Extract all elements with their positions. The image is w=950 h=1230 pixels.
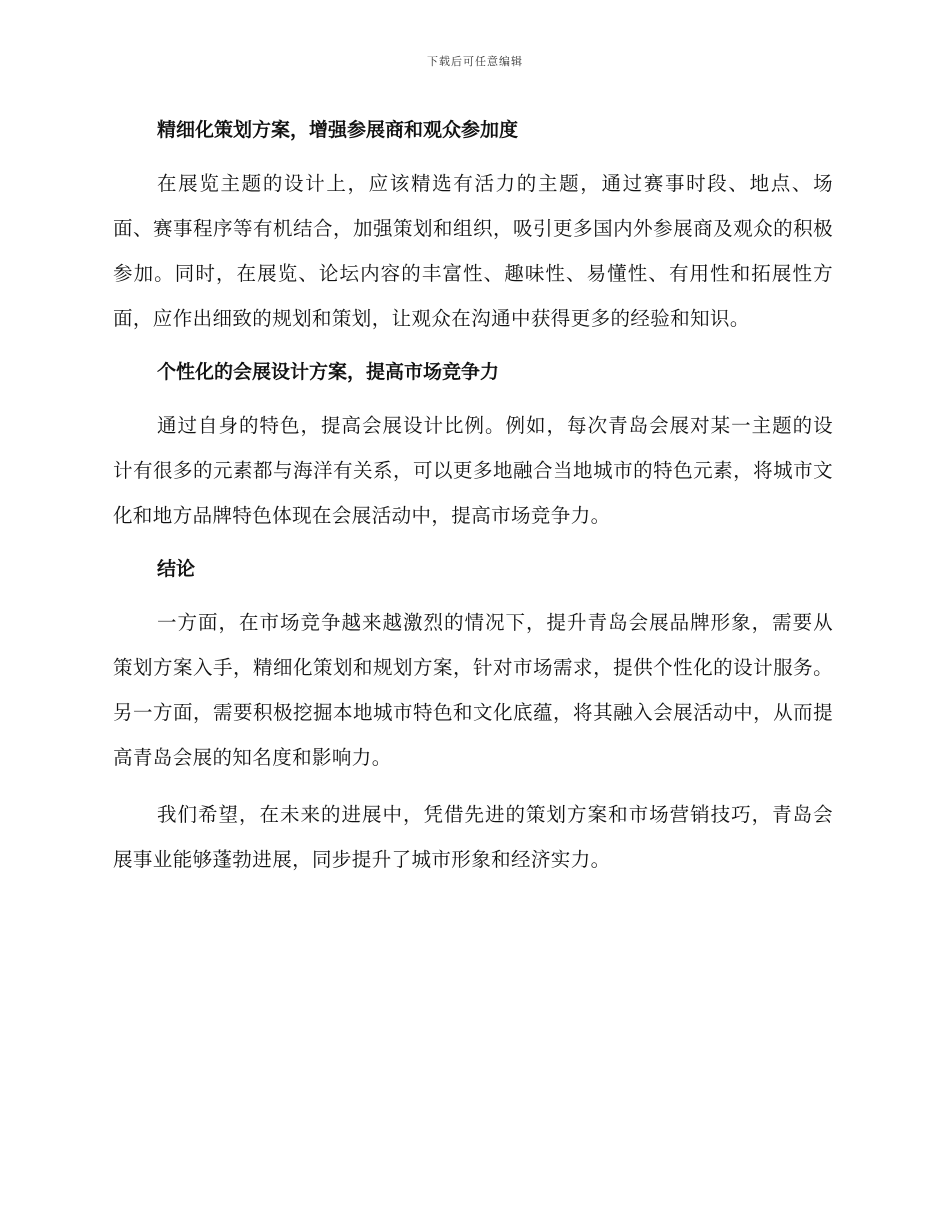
paragraph: 一方面，在市场竞争越来越激烈的情况下，提升青岛会展品牌形象，需要从策划方案入手，精细化策划和规划方案，针对市场需求，提供个性化的设计服务。另一方面，需要积极挖掘本地城市特色和文化底蕴，将其融入会展活动中，从而提高青岛会展的知名度和影响力。 (113, 611, 833, 769)
section-heading: 结论 (157, 558, 196, 580)
section-heading: 精细化策划方案，增强参展商和观众参加度 (157, 119, 519, 141)
section-refined-planning (113, 112, 833, 341)
paragraph: 在展览主题的设计上，应该精选有活力的主题，通过赛事时段、地点、场面、赛事程序等有机结合，加强策划和组织，吸引更多国内外参展商及观众的积极参加。同时，在展览、论坛内容的丰富性、趣味性、易懂性、有用性和拓展性方面，应作出细致的规划和策划，让观众在沟通中获得更多的经验和知识。 (113, 172, 833, 330)
paragraph: 通过自身的特色，提高会展设计比例。例如，每次青岛会展对某一主题的设计有很多的元素都与海洋有关系，可以更多地融合当地城市的特色元素，将城市文化和地方品牌特色体现在会展活动中，提高市场竞争力。 (113, 414, 833, 527)
section-heading: 个性化的会展设计方案，提高市场竞争力 (157, 361, 500, 383)
paragraph: 我们希望，在未来的进展中，凭借先进的策划方案和市场营销技巧，青岛会展事业能够蓬勃进展，同步提升了城市形象和经济实力。 (113, 803, 833, 871)
document-body (113, 112, 833, 882)
section-personalized-design (113, 354, 833, 538)
page-header: 下载后可任意编辑 (427, 55, 523, 68)
section-conclusion (113, 551, 833, 882)
